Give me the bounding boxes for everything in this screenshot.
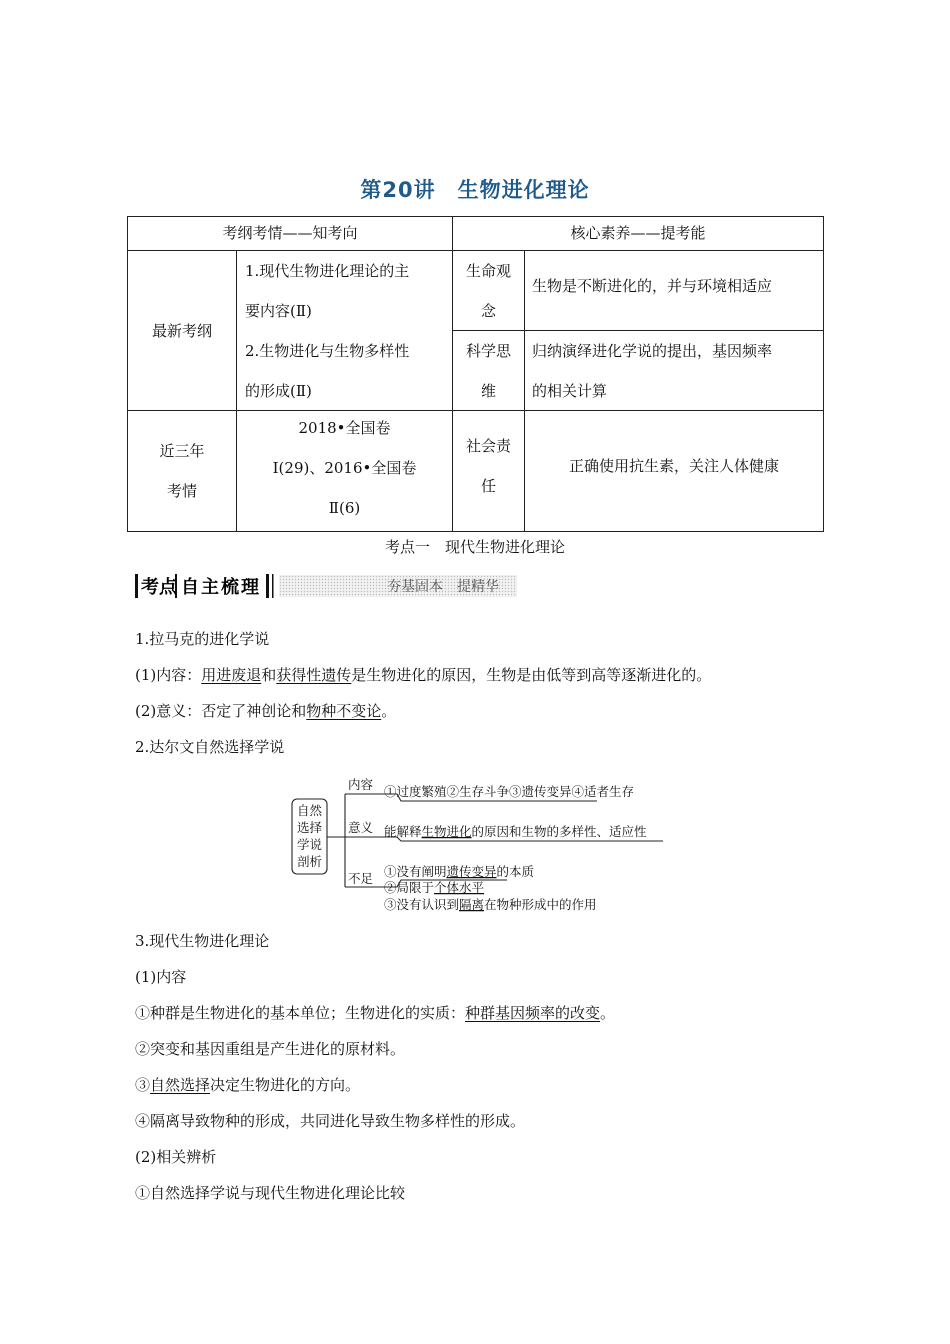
- row-label-exam: 近三年 考情: [159, 442, 205, 500]
- exam-history: 2018•全国卷 Ⅰ(29)、2016•全国卷 Ⅱ(6): [272, 419, 417, 517]
- outline-line: 2.生物进化与生物多样性: [245, 341, 410, 360]
- modern-item-3: ③自然选择决定生物进化的方向。: [135, 1076, 361, 1094]
- literacy-text-life-concept: 生物是不断进化的，并与环境相适应: [532, 277, 773, 295]
- key-term: 物种不变论: [306, 702, 382, 720]
- modern-item-2: ②突变和基因重组是产生进化的原材料。: [135, 1040, 406, 1058]
- modern-sub-content: (1)内容: [135, 968, 187, 986]
- outline-line: 的形成(Ⅱ): [245, 381, 312, 400]
- key-term: 种群基因频率的改变: [465, 1004, 601, 1022]
- modern-item-5: ①自然选择学说与现代生物进化理论比较: [135, 1184, 406, 1202]
- literacy-text-social-responsibility: 正确使用抗生素，关注人体健康: [568, 457, 779, 475]
- branch-label-lack: 不足: [348, 871, 374, 886]
- lamarck-meaning: (2)意义：否定了神创论和物种不变论。: [135, 702, 397, 720]
- lecture-name: 生物进化理论: [457, 178, 590, 202]
- modern-heading: 3.现代生物进化理论: [135, 932, 270, 950]
- literacy-label-scientific-thinking: 科学思 维: [465, 341, 511, 400]
- branch-label-meaning: 意义: [348, 820, 374, 835]
- modern-item-1: ①种群是生物进化的基本单位；生物进化的实质：种群基因频率的改变。: [135, 1004, 616, 1022]
- root-line: 学说: [297, 837, 323, 852]
- outline-items: [245, 251, 451, 410]
- meaning-text: 能解释生物进化的原因和生物的多样性、适应性: [384, 824, 647, 839]
- branch-label-content: 内容: [348, 777, 374, 792]
- literacy-label-social-responsibility: 社会责 任: [465, 437, 511, 495]
- outline-line: 要内容(Ⅱ): [245, 301, 312, 320]
- key-term: 用进废退: [201, 666, 262, 684]
- root-line: 剖析: [297, 854, 323, 869]
- literacy-label-life-concept: 生命观 念: [465, 261, 511, 320]
- banner-slogan: 夯基固本 提精华: [387, 579, 499, 595]
- literacy-text-scientific-thinking: 归纳演绎进化学说的提出，基因频率 的相关计算: [532, 341, 773, 400]
- table-header-left: 考纲考情——知考向: [222, 224, 358, 242]
- key-term: 自然选择: [150, 1076, 211, 1094]
- modern-item-4: ④隔离导致物种的形成，共同进化导致生物多样性的形成。: [135, 1112, 526, 1130]
- lack-item: ③没有认识到隔离在物种形成中的作用: [384, 897, 597, 912]
- root-line: 自然: [297, 803, 323, 818]
- banner-tag-kaodian: 考点: [141, 577, 177, 598]
- modern-sub-analysis: (2)相关辨析: [135, 1148, 217, 1166]
- lecture-number: 第20讲: [360, 178, 436, 202]
- section-title: 考点一 现代生物进化理论: [384, 538, 565, 556]
- content-text: ①过度繁殖②生存斗争③遗传变异④适者生存: [384, 784, 635, 799]
- lamarck-heading: 1.拉马克的进化学说: [135, 630, 270, 648]
- key-term: 获得性遗传: [276, 666, 352, 684]
- section-banner: [135, 572, 520, 600]
- lamarck-content: (1)内容：用进废退和获得性遗传是生物进化的原因，生物是由低等到高等逐渐进化的。: [135, 666, 712, 684]
- lack-item: ①没有阐明遗传变异的本质: [384, 864, 535, 879]
- outline-line: 1.现代生物进化理论的主: [245, 261, 410, 280]
- banner-tag-review: 自主梳理: [181, 577, 261, 598]
- root-line: 选择: [297, 820, 323, 835]
- darwin-heading: 2.达尔文自然选择学说: [135, 738, 285, 756]
- table-header-right: 核心素养——提考能: [570, 224, 706, 242]
- lack-item: ②局限于个体水平: [384, 880, 485, 895]
- darwin-mind-map: [285, 770, 685, 920]
- row-label-outline: 最新考纲: [151, 321, 212, 340]
